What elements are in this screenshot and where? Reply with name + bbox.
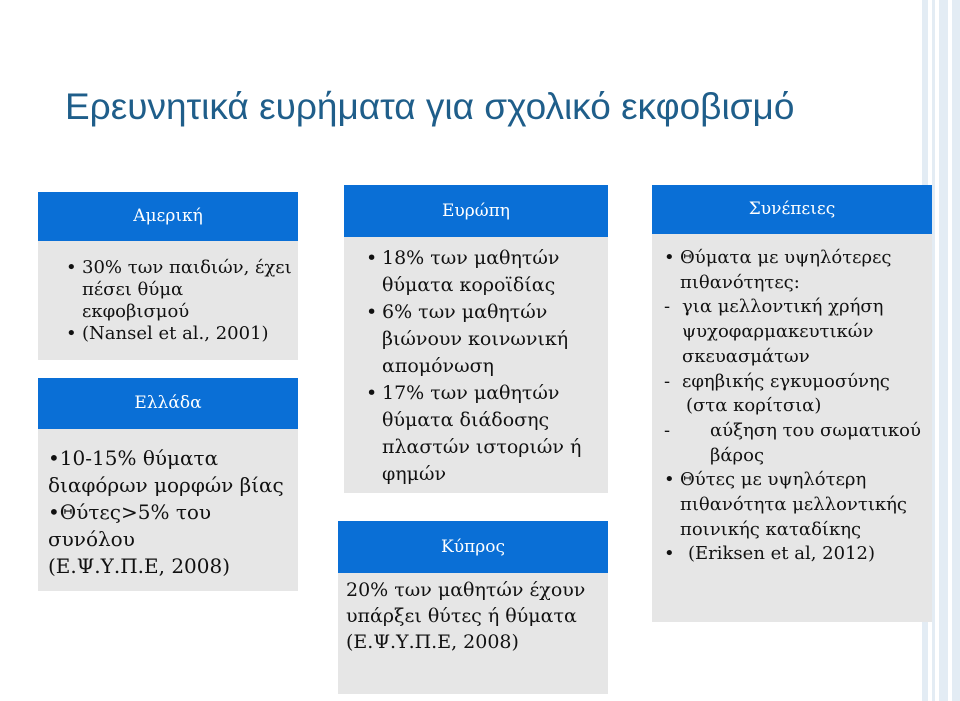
list-item: • 6% των μαθητών βιώνουν κοινωνική απομόνωση	[382, 299, 602, 380]
cyprus-text: 20% των μαθητών έχουν υπάρξει θύτες ή θύματα	[346, 579, 586, 627]
consequences-header: Συνέπειες	[652, 185, 932, 234]
sub-item: - αύξηση του σωματικού βάρος	[664, 419, 921, 466]
greece-panel	[38, 429, 298, 591]
sub-item: - εφηβικής εγκυμοσύνης	[664, 370, 890, 392]
cyprus-panel	[338, 573, 608, 694]
slide-title: Ερευνητικά ευρήματα για σχολικό εκφοβισμό	[65, 86, 795, 127]
source-citation: (Ε.Ψ.Υ.Π.Ε, 2008)	[48, 554, 231, 578]
list-item: •10-15% θύματα διαφόρων μορφών βίας	[48, 446, 284, 497]
america-panel	[38, 241, 298, 360]
list-item: • Θύματα με υψηλότερες πιθανότητες:	[680, 246, 928, 295]
decor-stripe	[952, 0, 960, 701]
greece-header: Ελλάδα	[38, 378, 298, 429]
list-item: • 18% των μαθητών θύματα κοροϊδίας	[382, 245, 602, 299]
source-citation: (Ε.Ψ.Υ.Π.Ε, 2008)	[346, 631, 519, 653]
consequences-panel	[652, 234, 932, 622]
list-item: •Θύτες>5% του συνόλου	[48, 500, 212, 551]
sub-item-note: (στα κορίτσια)	[686, 395, 822, 417]
cyprus-header: Κύπρος	[338, 521, 608, 573]
list-item: • (Eriksen et al, 2012)	[680, 542, 928, 567]
decor-stripe	[932, 0, 935, 701]
europe-panel	[344, 237, 608, 493]
list-item: • Θύτες με υψηλότερη πιθανότητα μελλοντικής ποινικής καταδίκης	[680, 468, 928, 542]
list-item: • (Nansel et al., 2001)	[82, 323, 292, 345]
america-header: Αμερική	[38, 192, 298, 241]
europe-header: Ευρώπη	[344, 185, 608, 237]
list-item: • 30% των παιδιών, έχει πέσει θύμα εκφοβισμού	[82, 257, 292, 323]
list-item: • 17% των μαθητών θύματα διάδοσης πλαστών ιστοριών ή φημών	[382, 380, 602, 488]
sub-item: - για μελλοντική χρήση ψυχοφαρμακευτικών σκευασμάτων	[664, 296, 884, 367]
decor-stripe	[939, 0, 948, 701]
